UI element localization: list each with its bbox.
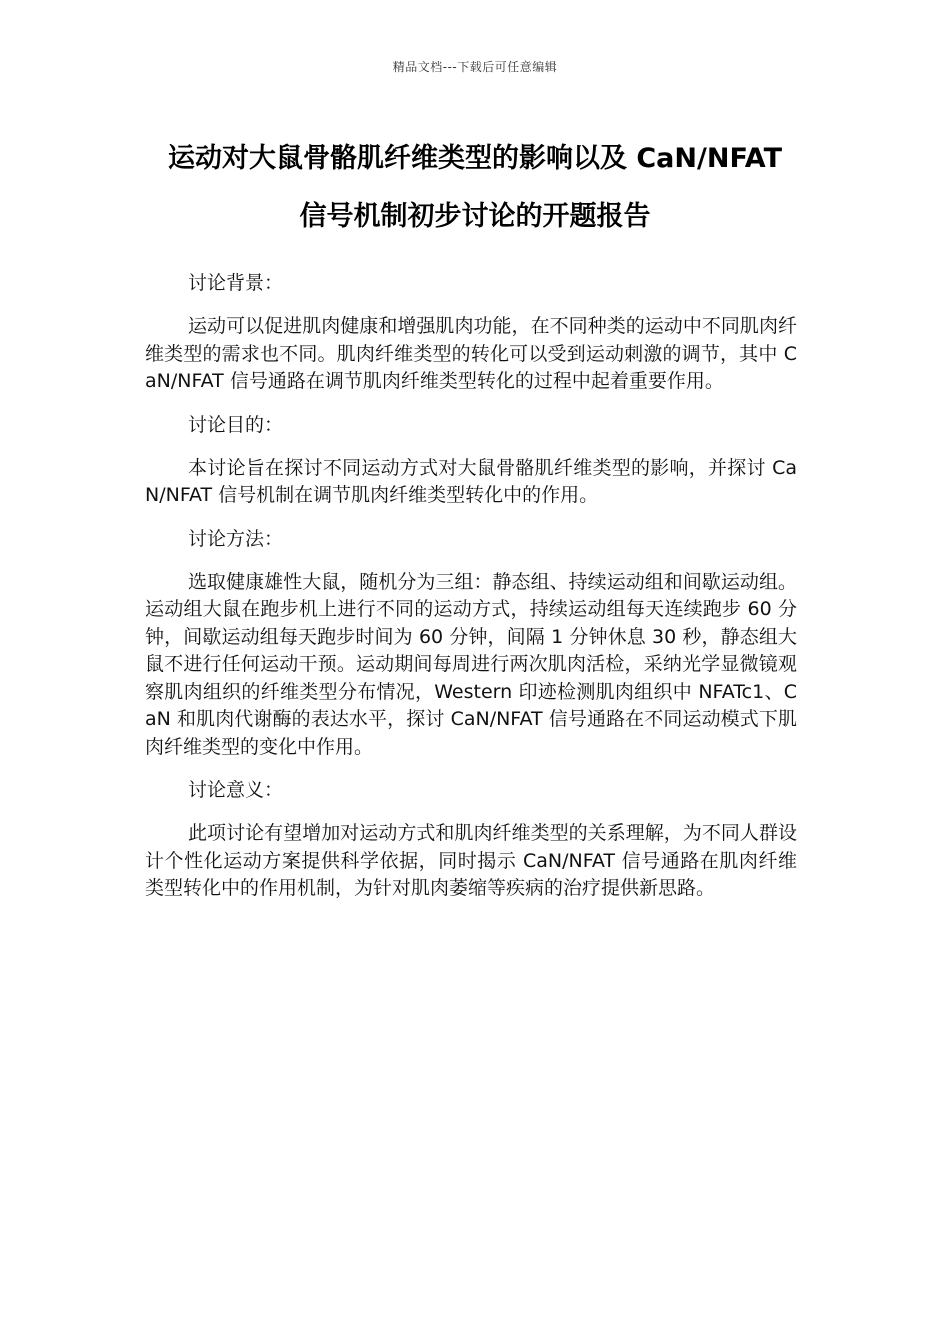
document-body bbox=[145, 270, 797, 919]
section-heading-background: 讨论背景： bbox=[188, 272, 284, 294]
section-heading-method: 讨论方法： bbox=[188, 527, 284, 550]
section-body-method: 选取健康雄性大鼠，随机分为三组：静态组、持续运动组和间歇运动组。运动组大鼠在跑步机上进行不同的运动方式，持续运动组每天连续跑步 60 分钟，间歇运动组每天跑步时间为 60 分钟，间隔 1 分钟休息 30 秒，静态组大鼠不进行任何运动干预。运动期间每周进行两次肌肉活检，采纳光学显微镜观察肌肉组织的纤维类型分布情况，Western 印迹检测肌肉组织中 NFATc1、CaN 和肌肉代谢酶的表达水平，探讨 CaN/NFAT 信号通路在不同运动模式下肌肉纤维类型的变化中作用。 bbox=[145, 570, 797, 758]
section-body-background: 运动可以促进肌肉健康和增强肌肉功能，在不同种类的运动中不同肌肉纤维类型的需求也不同。肌肉纤维类型的转化可以受到运动刺激的调节，其中 CaN/NFAT 信号通路在调节肌肉纤维类型转化的过程中起着重要作用。 bbox=[145, 315, 797, 392]
title-line-2: 信号机制初步讨论的开题报告 bbox=[299, 201, 651, 232]
section-body-purpose: 本讨论旨在探讨不同运动方式对大鼠骨骼肌纤维类型的影响，并探讨 CaN/NFAT 信号机制在调节肌肉纤维类型转化中的作用。 bbox=[145, 456, 797, 506]
title-line-1: 运动对大鼠骨骼肌纤维类型的影响以及 CaN/NFAT bbox=[167, 143, 783, 174]
section-heading-significance: 讨论意义： bbox=[188, 779, 284, 801]
header-note: 精品文档---下载后可任意编辑 bbox=[392, 60, 558, 74]
section-heading-purpose: 讨论目的： bbox=[188, 413, 284, 436]
section-body-significance: 此项讨论有望增加对运动方式和肌肉纤维类型的关系理解，为不同人群设计个性化运动方案提供科学依据，同时揭示 CaN/NFAT 信号通路在肌肉纤维类型转化中的作用机制，为针对肌肉萎缩等疾病的治疗提供新思路。 bbox=[145, 822, 797, 899]
